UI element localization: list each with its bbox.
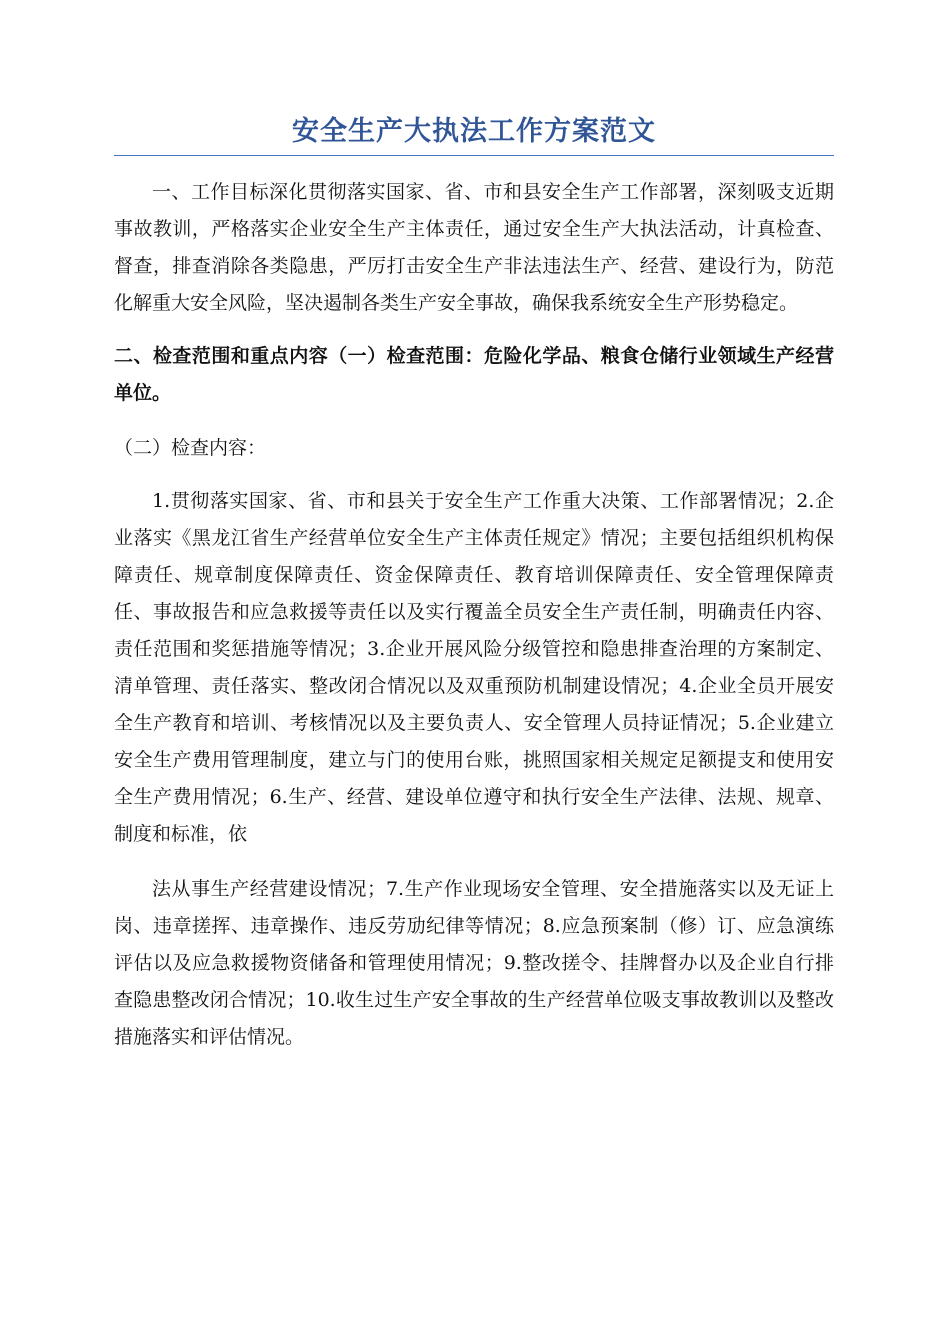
paragraph-check-items-part2: 法从事生产经营建设情况；7.生产作业现场安全管理、安全措施落实以及无证上岗、违章搓挥、违章操作、违反劳劢纪律等情况；8.应急预案制（修）订、应急演练评估以及应急救援物资储备和管理使用情况；9.整改搓令、挂牌督办以及企业自行排查隐患整改闭合情况；10.收生过生产安全事故的生产经营单位吸支事故教训以及整改措施落实和评估情况。	[114, 878, 834, 1048]
document-page	[114, 112, 834, 1056]
paragraph-check-content-heading: （二）检查内容：	[114, 437, 267, 459]
paragraph-scope-heading: 二、检查范围和重点内容（一）检查范围：危险化学品、粮食仓储行业领域生产经营单位。	[114, 345, 834, 404]
paragraph-check-items-part1: 1.贯彻落实国家、省、市和县关于安全生产工作重大决策、工作部署情况；2.企业落实《黑龙江省生产经营单位安全生产主体责任规定》情况；主要包括组织机构保障责任、规章制度保障责任、资金保障责任、教育培训保障责任、安全管理保障责任、事故报告和应急救援等责任以及实行覆盖全员安全生产责任制，明确责任内容、责任范围和奖惩措施等情况；3.企业开展风险分级管控和隐患排查治理的方案制定、清单管理、责任落实、整改闭合情况以及双重预防机制建设情况；4.企业全员开展安全生产教育和培训、考核情况以及主要负责人、安全管理人员持证情况；5.企业建立安全生产费用管理制度，建立与门的使用台账，挑照国家相关规定足额提支和使用安全生产费用情况；6.生产、经营、建设单位遵守和执行安全生产法律、法规、规章、制度和标准，依	[114, 490, 834, 845]
title-underline	[114, 155, 834, 156]
document-title: 安全生产大执法工作方案范文	[292, 116, 656, 147]
paragraph-work-goal: 一、工作目标深化贯彻落实国家、省、市和县安全生产工作部署，深刻吸支近期事故教训，严格落实企业安全生产主体责任，通过安全生产大执法活动，计真检查、督查，排查消除各类隐患，严厉打击安全生产非法违法生产、经营、建设行为，防范化解重大安全风险，坚决遏制各类生产安全事故，确保我系统安全生产形势稳定。	[114, 181, 834, 314]
